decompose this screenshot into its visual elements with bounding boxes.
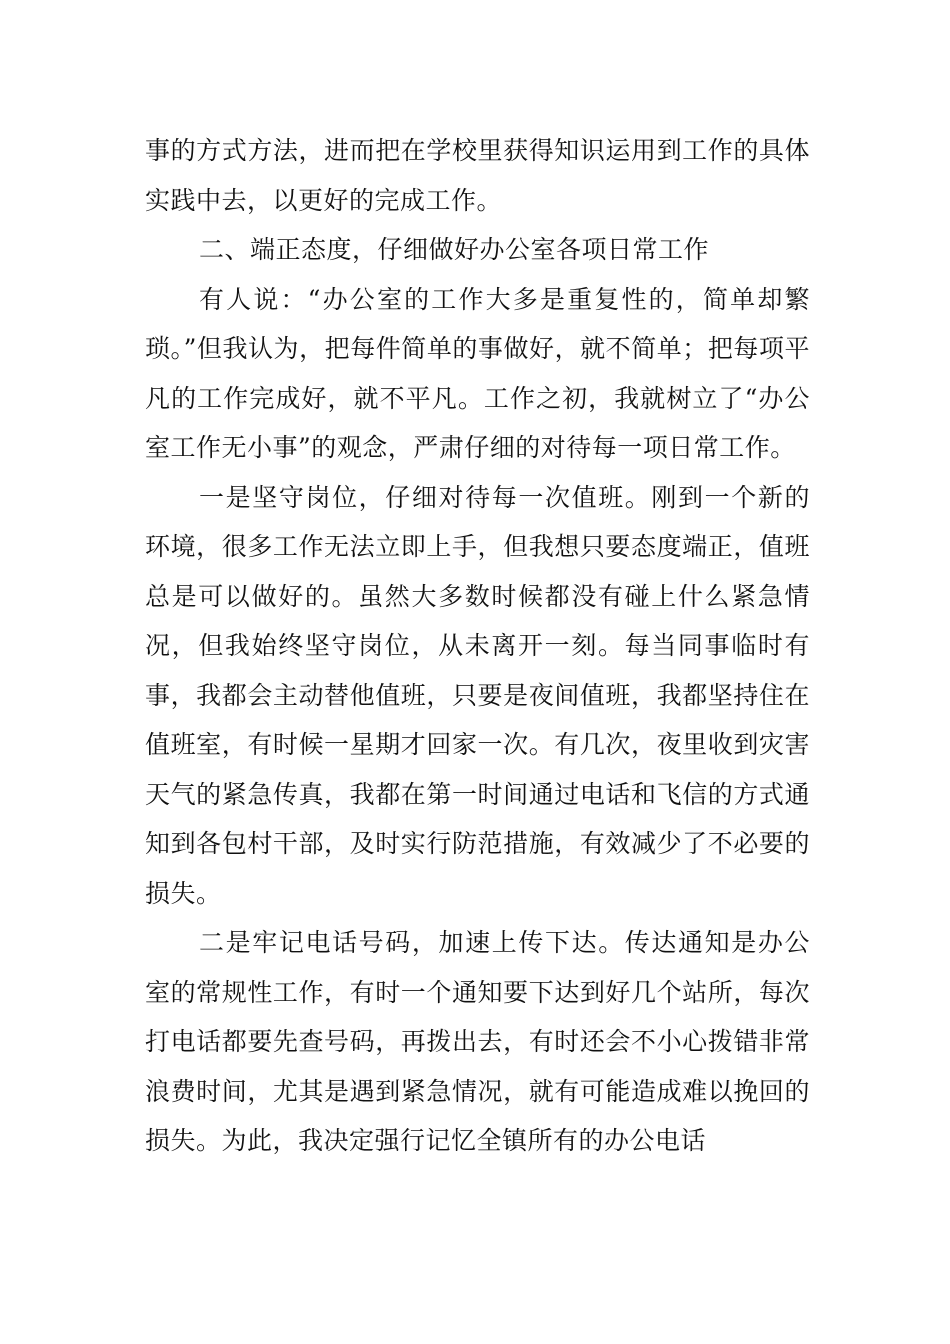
paragraph-4: 一是坚守岗位，仔细对待每一次值班。刚到一个新的环境，很多工作无法立即上手，但我想只要态度端正，值班总是可以做好的。虽然大多数时候都没有碰上什么紧急情况，但我始终坚守岗位，从未离开一刻。每当同事临时有事，我都会主动替他值班，只要是夜间值班，我都坚持住在值班室，有时候一星期才回家一次。有几次，夜里收到灾害天气的紧急传真，我都在第一时间通过电话和飞信的方式通知到各包村干部，及时实行防范措施，有效减少了不必要的损失。 <box>145 482 810 908</box>
paragraph-3: 有人说：“办公室的工作大多是重复性的，简单却繁琐。”但我认为，把每件简单的事做好，就不简单；把每项平凡的工作完成好，就不平凡。工作之初，我就树立了“办公室工作无小事”的观念，严肃仔细的对待每一项日常工作。 <box>145 284 810 462</box>
section-heading: 二、端正态度，仔细做好办公室各项日常工作 <box>199 235 710 264</box>
document-body <box>145 126 810 1166</box>
paragraph-5: 二是牢记电话号码，加速上传下达。传达通知是办公室的常规性工作，有时一个通知要下达到好几个站所，每次打电话都要先查号码，再拨出去，有时还会不小心拨错非常浪费时间，尤其是遇到紧急情况，就有可能造成难以挽回的损失。为此，我决定强行记忆全镇所有的办公电话 <box>145 928 810 1155</box>
paragraph-1: 事的方式方法，进而把在学校里获得知识运用到工作的具体实践中去，以更好的完成工作。 <box>145 136 810 215</box>
